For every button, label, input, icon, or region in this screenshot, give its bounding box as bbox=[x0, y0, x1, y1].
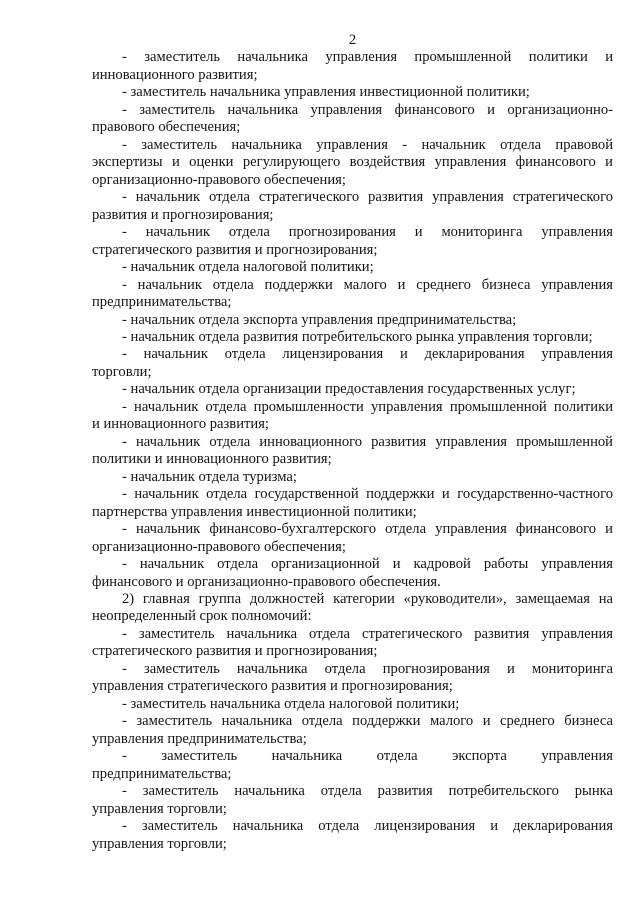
text-line: - начальник отдела лицензирования и декларирования управления bbox=[122, 346, 613, 363]
text-line: экспертизы и оценки регулирующего воздействия управления финансового и bbox=[92, 154, 613, 171]
text-line: управления стратегического развития и прогнозирования; bbox=[92, 678, 453, 695]
text-line: правового обеспечения; bbox=[92, 119, 241, 136]
paragraph bbox=[92, 189, 613, 224]
paragraph bbox=[92, 469, 613, 486]
paragraph bbox=[92, 556, 613, 591]
text-line: - начальник отдела туризма; bbox=[122, 468, 297, 485]
text-line: предпринимательства; bbox=[92, 294, 232, 311]
text-line: - начальник отдела промышленности управления промышленной политики bbox=[122, 398, 613, 415]
paragraph bbox=[92, 521, 613, 556]
paragraph bbox=[92, 626, 613, 661]
text-line: 2) главная группа должностей категории «руководители», замещаемая на bbox=[122, 591, 613, 607]
text-line: управления торговли; bbox=[92, 835, 227, 852]
text-line: - начальник финансово-бухгалтерского отдела управления финансового и bbox=[122, 521, 613, 538]
text-line: партнерства управления инвестиционной политики; bbox=[92, 503, 417, 520]
text-line: - начальник отдела государственной поддержки и государственно-частного bbox=[122, 486, 613, 503]
text-line: политики и инновационного развития; bbox=[92, 451, 332, 468]
paragraph bbox=[92, 434, 613, 469]
text-line: - заместитель начальника отдела экспорта управления bbox=[122, 748, 613, 765]
paragraph bbox=[92, 102, 613, 137]
text-line: - заместитель начальника отдела стратегического развития управления bbox=[122, 625, 613, 642]
page-number: 2 bbox=[348, 32, 357, 48]
paragraph bbox=[92, 346, 613, 381]
text-line: инновационного развития; bbox=[92, 66, 258, 83]
paragraph bbox=[92, 748, 613, 783]
paragraph bbox=[92, 661, 613, 696]
text-line: торговли; bbox=[92, 363, 152, 380]
text-line: - начальник отдела развития потребительского рынка управления торговли; bbox=[122, 328, 593, 345]
paragraph bbox=[92, 49, 613, 84]
paragraph bbox=[92, 381, 613, 398]
text-line: - заместитель начальника управления промышленной политики и bbox=[122, 49, 613, 66]
text-line: - заместитель начальника управления финансового и организационно- bbox=[122, 101, 613, 118]
text-line: - начальник отдела экспорта управления предпринимательства; bbox=[122, 311, 517, 328]
paragraph bbox=[92, 277, 613, 312]
paragraph bbox=[92, 591, 613, 626]
text-line: предпринимательства; bbox=[92, 765, 232, 782]
text-line: неопределенный срок полномочий: bbox=[92, 608, 312, 625]
text-line: управления торговли; bbox=[92, 800, 227, 817]
text-line: - начальник отдела стратегического развития управления стратегического bbox=[122, 189, 613, 206]
text-line: финансового и организационно-правового обеспечения. bbox=[92, 573, 441, 590]
paragraph bbox=[92, 696, 613, 713]
paragraph bbox=[92, 84, 613, 101]
text-line: - заместитель начальника управления - начальник отдела правовой bbox=[122, 136, 613, 153]
text-line: - начальник отдела прогнозирования и мониторинга управления bbox=[122, 224, 613, 241]
text-line: и инновационного развития; bbox=[92, 416, 269, 433]
text-line: - заместитель начальника отдела прогнозирования и мониторинга bbox=[122, 660, 613, 677]
text-line: - начальник отдела поддержки малого и среднего бизнеса управления bbox=[122, 276, 613, 293]
text-line: организационно-правового обеспечения; bbox=[92, 171, 346, 188]
text-line: - заместитель начальника отдела налоговой политики; bbox=[122, 695, 460, 712]
paragraph bbox=[92, 224, 613, 259]
text-line: стратегического развития и прогнозирования; bbox=[92, 241, 378, 258]
paragraph bbox=[92, 399, 613, 434]
paragraph bbox=[92, 329, 613, 346]
text-line: - заместитель начальника управления инвестиционной политики; bbox=[122, 84, 530, 101]
text-line: развития и прогнозирования; bbox=[92, 206, 274, 223]
text-line: - заместитель начальника отдела поддержки малого и среднего бизнеса bbox=[122, 713, 613, 730]
text-line: - начальник отдела организации предоставления государственных услуг; bbox=[122, 381, 576, 398]
text-line: стратегического развития и прогнозирования; bbox=[92, 643, 378, 660]
text-line: - заместитель начальника отдела развития потребительского рынка bbox=[122, 783, 613, 800]
document-body bbox=[92, 32, 613, 853]
paragraph bbox=[92, 259, 613, 276]
text-line: - начальник отдела инновационного развития управления промышленной bbox=[122, 433, 613, 450]
text-line: - начальник отдела налоговой политики; bbox=[122, 259, 374, 276]
paragraph bbox=[92, 137, 613, 189]
paragraph bbox=[92, 486, 613, 521]
paragraph bbox=[92, 818, 613, 853]
text-line: - начальник отдела организационной и кадровой работы управления bbox=[122, 556, 613, 573]
paragraph bbox=[92, 312, 613, 329]
text-line: организационно-правового обеспечения; bbox=[92, 538, 346, 555]
paragraph bbox=[92, 713, 613, 748]
text-line: управления предпринимательства; bbox=[92, 730, 307, 747]
paragraph bbox=[92, 783, 613, 818]
text-line: - заместитель начальника отдела лицензирования и декларирования bbox=[122, 818, 613, 835]
